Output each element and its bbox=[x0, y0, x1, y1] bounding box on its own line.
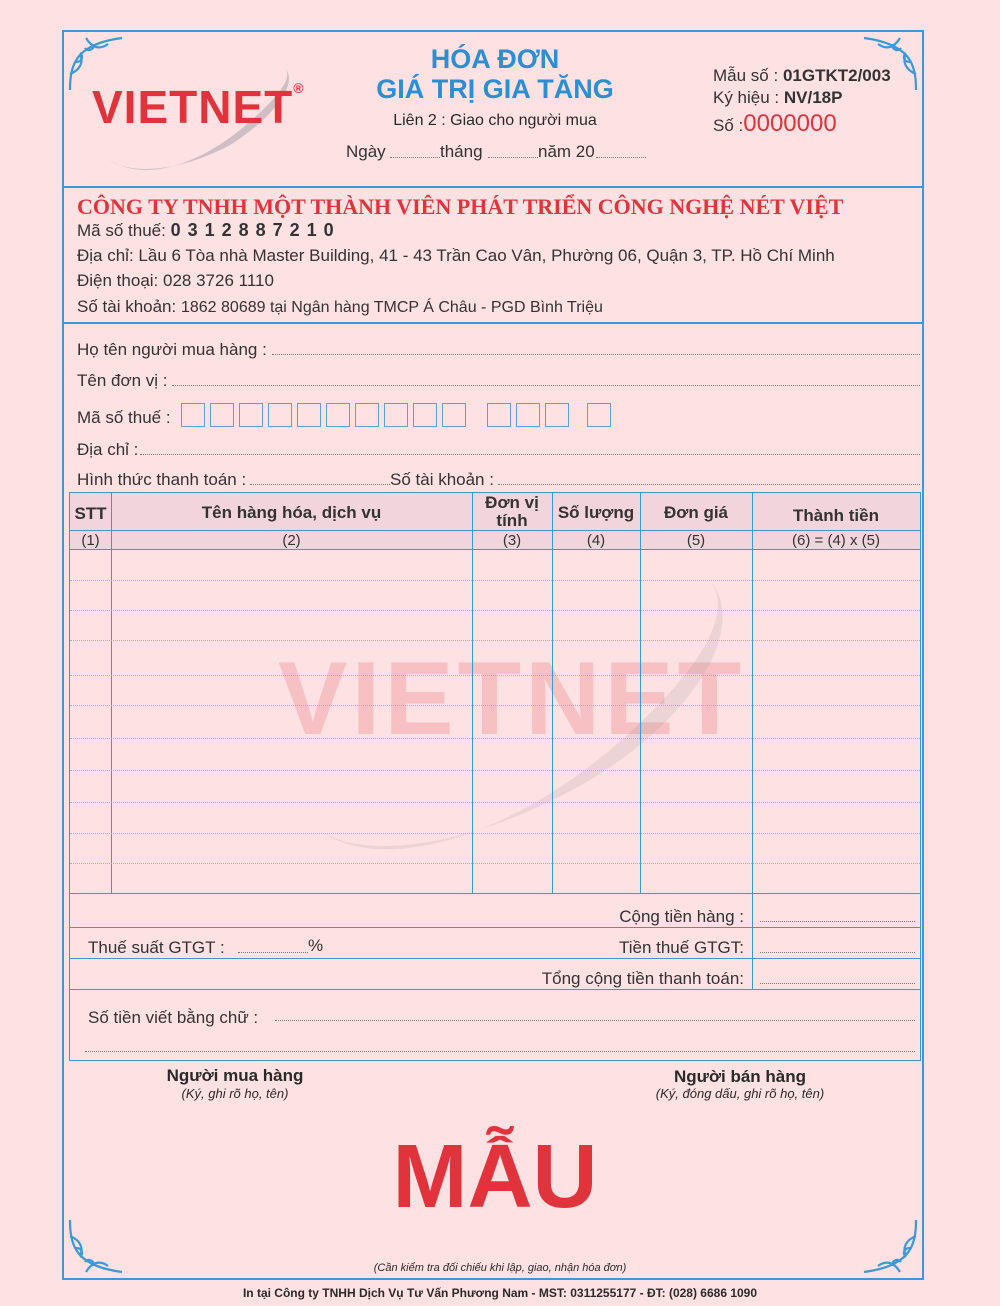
tax-digit-box[interactable] bbox=[442, 403, 466, 427]
vat-rate-unit: % bbox=[308, 936, 324, 955]
seller-tax-label: Mã số thuế: bbox=[77, 221, 166, 240]
amount-in-words-field-2[interactable] bbox=[85, 1051, 915, 1052]
date-day-field[interactable] bbox=[390, 157, 440, 158]
tax-digit-box[interactable] bbox=[239, 403, 263, 427]
buyer-address-field[interactable] bbox=[140, 454, 920, 455]
buyer-tax-label: Mã số thuế : bbox=[77, 408, 171, 427]
table-divider bbox=[70, 958, 920, 959]
corner-ornament-icon bbox=[860, 1216, 920, 1276]
seller-account-row bbox=[77, 297, 603, 317]
seller-signature-title: Người bán hàng bbox=[673, 1067, 807, 1086]
col-index: (5) bbox=[686, 532, 706, 549]
grand-total-field[interactable] bbox=[760, 983, 915, 984]
seller-tax-value: 0 3 1 2 8 8 7 2 1 0 bbox=[170, 220, 335, 240]
logo-text: VIETNET bbox=[92, 81, 294, 133]
table-row[interactable] bbox=[70, 863, 920, 864]
tax-digit-box[interactable] bbox=[297, 403, 321, 427]
buyer-account-field[interactable] bbox=[498, 484, 920, 485]
table-row[interactable] bbox=[70, 802, 920, 803]
copy-note: Liên 2 : Giao cho người mua bbox=[393, 112, 597, 129]
seller-account-value: 1862 80689 tại Ngân hàng TMCP Á Châu - PGD Bình Triệu bbox=[180, 299, 603, 316]
subtotal-field[interactable] bbox=[760, 921, 915, 922]
col-header-item: Tên hàng hóa, dịch vụ bbox=[201, 503, 382, 522]
col-header-stt: STT bbox=[74, 504, 107, 523]
table-divider bbox=[70, 893, 920, 894]
tax-digit-box[interactable] bbox=[545, 403, 569, 427]
subtotal-label: Cộng tiền hàng : bbox=[619, 907, 744, 926]
sample-stamp: MẪU bbox=[392, 1127, 598, 1227]
col-index: (4) bbox=[586, 532, 606, 549]
seller-account-label: Số tài khoản: bbox=[77, 297, 177, 316]
col-header-unit-price: Đơn giá bbox=[663, 503, 729, 522]
col-index: (6) = (4) x (5) bbox=[792, 532, 880, 549]
table-divider bbox=[70, 989, 920, 990]
col-header-unit: Đơn vị tính bbox=[485, 493, 539, 530]
amount-in-words-field[interactable] bbox=[275, 1020, 915, 1021]
col-index: (1) bbox=[81, 532, 100, 549]
col-index: (3) bbox=[502, 532, 522, 549]
symbol-value: NV/18P bbox=[783, 88, 843, 107]
table-divider bbox=[70, 927, 920, 928]
buyer-unit-label: Tên đơn vị : bbox=[77, 371, 168, 390]
date-month-field[interactable] bbox=[488, 157, 538, 158]
form-number-value: 01GTKT2/003 bbox=[782, 66, 891, 85]
seller-tax-row bbox=[77, 220, 335, 241]
logo bbox=[92, 80, 305, 134]
items-table bbox=[69, 492, 921, 1061]
table-row[interactable] bbox=[70, 705, 920, 706]
table-header-divider bbox=[70, 530, 920, 531]
vat-rate-field[interactable] bbox=[238, 952, 308, 953]
table-row[interactable] bbox=[70, 738, 920, 739]
check-note: (Cần kiểm tra đối chiếu khi lập, giao, nhận hóa đơn) bbox=[373, 1262, 627, 1274]
invoice-subtitle: GIÁ TRỊ GIA TĂNG bbox=[376, 74, 614, 104]
seller-address: Địa chỉ: Lầu 6 Tòa nhà Master Building, 41 - 43 Trần Cao Vân, Phường 06, Quận 3, TP. Hồ Chí Minh bbox=[77, 246, 835, 265]
logo-registered-mark: ® bbox=[293, 80, 305, 96]
payment-method-label: Hình thức thanh toán : bbox=[77, 470, 247, 489]
vat-rate-label: Thuế suất GTGT : bbox=[88, 938, 225, 957]
col-index: (2) bbox=[282, 532, 301, 549]
corner-ornament-icon bbox=[66, 1216, 126, 1276]
tax-digit-box[interactable] bbox=[384, 403, 408, 427]
tax-digit-box[interactable] bbox=[326, 403, 350, 427]
buyer-name-field[interactable] bbox=[272, 354, 920, 355]
tax-digit-box[interactable] bbox=[587, 403, 611, 427]
tax-digit-box[interactable] bbox=[210, 403, 234, 427]
symbol-label: Ký hiệu : bbox=[713, 88, 780, 107]
buyer-address-label: Địa chỉ : bbox=[77, 440, 139, 459]
tax-digit-box[interactable] bbox=[487, 403, 511, 427]
tax-digit-box[interactable] bbox=[355, 403, 379, 427]
date-day-label: Ngày bbox=[346, 142, 386, 161]
col-header-quantity: Số lượng bbox=[557, 503, 635, 522]
buyer-signature-note: (Ký, ghi rõ họ, tên) bbox=[181, 1086, 289, 1101]
buyer-signature-title: Người mua hàng bbox=[166, 1066, 304, 1085]
buyer-account-label: Số tài khoản : bbox=[390, 470, 494, 489]
table-row[interactable] bbox=[70, 580, 920, 581]
col-header-amount: Thành tiền bbox=[793, 506, 879, 525]
form-number-label: Mẫu số : bbox=[713, 66, 779, 85]
payment-method-field[interactable] bbox=[250, 484, 390, 485]
printer-info: In tại Công ty TNHH Dịch Vụ Tư Vấn Phương Nam - MST: 0311255177 - ĐT: (028) 6686 1090 bbox=[242, 1286, 758, 1300]
divider bbox=[62, 186, 924, 188]
table-row[interactable] bbox=[70, 770, 920, 771]
invoice-number-value: 0000000 bbox=[743, 110, 837, 137]
date-year-label: năm 20 bbox=[538, 142, 595, 161]
invoice-number-row bbox=[713, 110, 837, 138]
symbol-row bbox=[713, 88, 842, 108]
watermark-text: VIETNET bbox=[278, 641, 746, 757]
date-year-field[interactable] bbox=[596, 157, 646, 158]
buyer-name-label: Họ tên người mua hàng : bbox=[77, 340, 267, 359]
divider bbox=[62, 322, 924, 324]
table-header-divider bbox=[70, 549, 920, 550]
tax-digit-box[interactable] bbox=[181, 403, 205, 427]
table-row[interactable] bbox=[70, 675, 920, 676]
seller-phone: Điện thoại: 028 3726 1110 bbox=[77, 271, 274, 290]
vat-amount-field[interactable] bbox=[760, 952, 915, 953]
seller-signature-note: (Ký, đóng dấu, ghi rõ họ, tên) bbox=[655, 1086, 825, 1101]
date-month-label: tháng bbox=[440, 142, 483, 161]
table-row[interactable] bbox=[70, 833, 920, 834]
tax-digit-box[interactable] bbox=[268, 403, 292, 427]
tax-digit-box[interactable] bbox=[516, 403, 540, 427]
vat-amount-label: Tiền thuế GTGT: bbox=[618, 938, 744, 957]
buyer-unit-field[interactable] bbox=[172, 385, 920, 386]
grand-total-label: Tổng cộng tiền thanh toán: bbox=[541, 969, 744, 988]
tax-digit-box[interactable] bbox=[413, 403, 437, 427]
column-divider bbox=[752, 893, 753, 989]
invoice-title: HÓA ĐƠN bbox=[430, 44, 560, 74]
table-row[interactable] bbox=[70, 640, 920, 641]
seller-company-name: CÔNG TY TNHH MỘT THÀNH VIÊN PHÁT TRIỂN CÔNG NGHỆ NÉT VIỆT bbox=[77, 194, 844, 219]
amount-in-words-label: Số tiền viết bằng chữ : bbox=[88, 1008, 259, 1027]
invoice-number-label: Số : bbox=[713, 116, 744, 135]
form-number-row bbox=[713, 66, 891, 86]
table-row[interactable] bbox=[70, 610, 920, 611]
